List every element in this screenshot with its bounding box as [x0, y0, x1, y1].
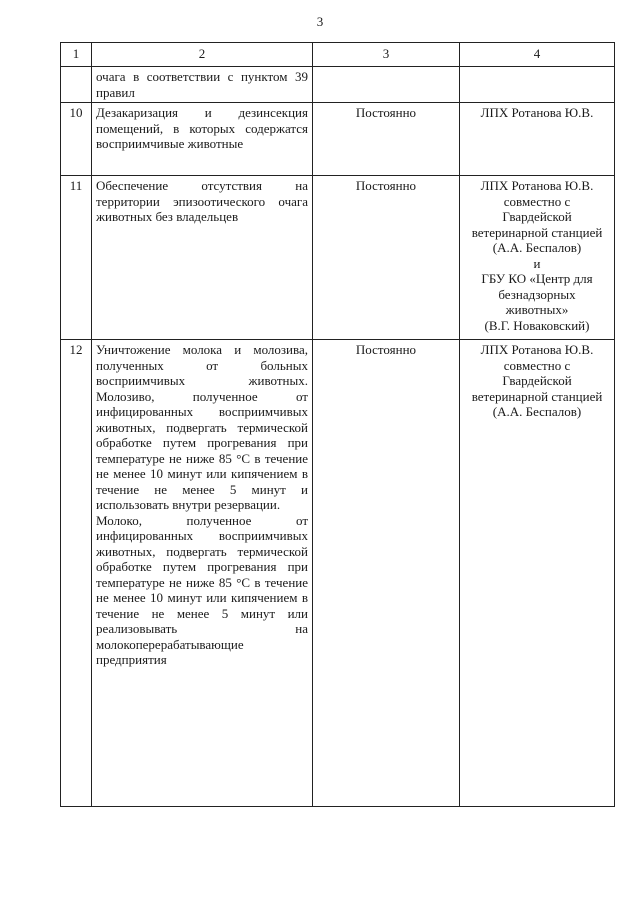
responsible-line: ЛПХ Ротанова Ю.В. — [480, 342, 594, 357]
measures-table — [60, 42, 615, 807]
row-description-cell — [92, 340, 313, 807]
row-responsible-cell — [460, 340, 615, 807]
responsible-line: совместно с — [503, 193, 571, 209]
table-header-row — [61, 43, 615, 67]
row-responsible-cell — [460, 103, 615, 176]
description-text: Уничтожение молока и молозива, полученных от больных восприимчивых животных. Молозиво, полученное от инфицированных восприимчивых животных, подвергать термической обработке путем прогревания при температуре не ниже 85 °С в течение не менее 10 минут или кипячением в течение не менее 5 минут и использовать внутри резервации. — [96, 342, 308, 512]
column-header-2: 2 — [92, 43, 313, 67]
row-period-cell: Постоянно — [313, 103, 460, 176]
responsible-line: ЛПХ Ротанова Ю.В. — [480, 105, 594, 120]
responsible-line: ветеринарной станцией — [471, 224, 603, 240]
description-text: очага в соответствии с пунктом 39 правил — [96, 69, 308, 100]
row-period-cell — [313, 67, 460, 103]
row-responsible-cell — [460, 67, 615, 103]
description-text: Обеспечение отсутствия на территории эпизоотического очага животных без владельцев — [96, 178, 308, 224]
page-number: 3 — [316, 14, 324, 29]
responsible-line: животных» — [505, 302, 569, 317]
row-number-cell: 10 — [61, 103, 92, 176]
row-description-cell — [92, 67, 313, 103]
responsible-line: ГБУ КО «Центр для — [481, 271, 593, 286]
row-number-cell: 11 — [61, 176, 92, 340]
responsible-line: ветеринарной станцией — [471, 388, 603, 404]
responsible-line: безнадзорных — [498, 286, 576, 302]
column-header-3: 3 — [313, 43, 460, 67]
row-description-cell — [92, 176, 313, 340]
responsible-line: ЛПХ Ротанова Ю.В. — [480, 178, 594, 193]
table-row — [61, 340, 615, 807]
responsible-line: совместно с — [503, 357, 571, 373]
responsible-line: Гвардейской — [502, 373, 572, 388]
row-period-cell: Постоянно — [313, 340, 460, 807]
row-description-cell — [92, 103, 313, 176]
responsible-line: (А.А. Беспалов) — [492, 240, 582, 255]
responsible-line: (А.А. Беспалов) — [492, 404, 582, 419]
column-header-1: 1 — [61, 43, 92, 67]
column-header-4: 4 — [460, 43, 615, 67]
description-text: Дезакаризация и дезинсекция помещений, в которых содержатся восприимчивые животные — [96, 105, 308, 151]
responsible-line: (В.Г. Новаковский) — [484, 317, 590, 333]
table-row-continuation — [61, 67, 615, 103]
row-responsible-cell — [460, 176, 615, 340]
row-number-cell: 12 — [61, 340, 92, 807]
row-number-cell — [61, 67, 92, 103]
table-row — [61, 103, 615, 176]
row-period-cell: Постоянно — [313, 176, 460, 340]
description-text: Молоко, полученное от инфицированных восприимчивых животных, подвергать термической обработке путем прогревания при температуре не ниже 85 °С в течение не менее 10 минут или кипячением в течение не менее 5 минут или реализовывать на молокоперерабатывающие предприятия — [96, 512, 308, 667]
responsible-line: и — [533, 255, 541, 271]
responsible-line: Гвардейской — [502, 209, 572, 224]
table-row — [61, 176, 615, 340]
